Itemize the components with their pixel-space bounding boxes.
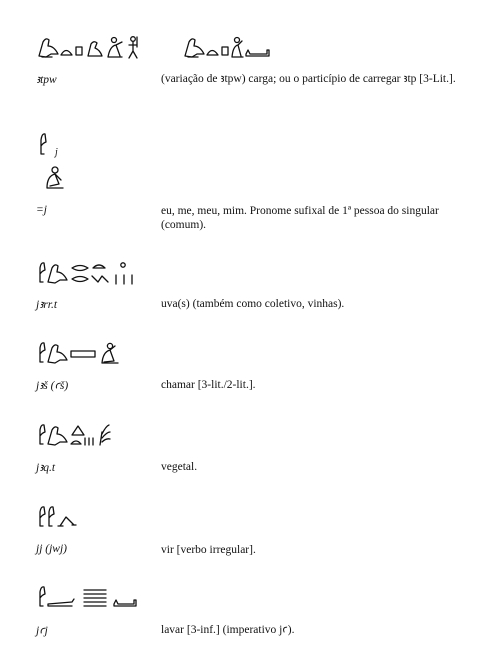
mouth-icon-2: [72, 277, 88, 282]
reed-icon: [41, 134, 46, 154]
hieroglyphs-icon: [36, 130, 96, 192]
walking-legs-icon: [58, 517, 76, 526]
hieroglyph-group-jaqt: [36, 422, 126, 448]
vulture-icon: [48, 427, 67, 445]
hieroglyph-group-jaj: [36, 584, 146, 610]
reed-icon-2: [49, 507, 54, 526]
hieroglyphs-icon: [36, 260, 156, 286]
pot-icon: [114, 600, 136, 606]
hill-icon: [72, 426, 84, 435]
bread-icon: [93, 265, 105, 268]
hieroglyphs-icon: [36, 422, 126, 448]
plural-strokes-icon: [116, 275, 132, 284]
translit-7: jꜥj: [36, 625, 48, 637]
reed-icon: [40, 425, 45, 444]
hieroglyphs-icon: [36, 340, 136, 366]
circle-icon: [121, 263, 125, 267]
vulture-icon: [48, 265, 67, 283]
plant-icon: [100, 425, 110, 445]
definition-1: (variação de ꜣtpw) carga; ou o particípio de carregar ꜣtp [3-Lit.].: [161, 73, 456, 85]
bread-icon: [71, 441, 81, 444]
water-icon: [84, 590, 106, 606]
hieroglyphs-icon: [36, 34, 286, 60]
mouth-icon: [72, 266, 88, 271]
plural-strokes-icon: [85, 438, 93, 445]
definition-7: lavar [3-inf.] (imperativo jꜥ).: [161, 624, 295, 636]
translit-1: ꜣtpw: [36, 74, 57, 86]
translit-5: jꜣq.t: [36, 462, 56, 474]
translit-4: jꜣš (ꜥš): [36, 380, 69, 392]
definition-3: uva(s) (também como coletivo, vinhas).: [161, 298, 345, 310]
definition-2: eu, me, meu, mim. Pronome sufixal de 1ª pessoa do singular (comum).: [161, 205, 439, 231]
translit-6: jj (jwj): [36, 543, 67, 555]
definition-4: chamar [3-lit./2-lit.].: [161, 379, 256, 391]
man-standing-icon: [129, 37, 137, 58]
mat-icon: [76, 47, 82, 55]
hieroglyphs-icon: [36, 584, 146, 610]
man-carrying-icon: [108, 38, 122, 58]
reed-icon: [40, 263, 45, 282]
hieroglyph-group-jj: [36, 504, 106, 530]
reed-icon: [40, 343, 45, 362]
pool-icon: [71, 351, 95, 357]
hieroglyph-group-jarrt: [36, 260, 156, 286]
reed-icon: [40, 507, 45, 526]
hieroglyph-group-jas: [36, 340, 136, 366]
hieroglyphs-icon: [36, 504, 106, 530]
vulture-icon: [48, 345, 67, 363]
translit-2: =j: [36, 204, 47, 216]
reed-icon: [40, 587, 45, 606]
hieroglyph-group-atpw: [36, 34, 286, 60]
vulture-icon: [39, 39, 58, 57]
seated-man-icon: [47, 167, 63, 188]
hieroglyph-group-j: [36, 130, 96, 192]
grapes-icon: [92, 276, 108, 282]
definition-5: vegetal.: [161, 461, 198, 473]
arm-icon: [48, 599, 74, 606]
bread-icon: [61, 51, 72, 56]
man-calling-icon: [102, 343, 118, 363]
quail-icon: [88, 42, 102, 56]
definition-6: vir [verbo irregular].: [161, 544, 256, 556]
glyph-label-text: j: [55, 147, 58, 158]
glyph-label-j: [55, 146, 58, 158]
translit-3: jꜣrr.t: [36, 299, 58, 311]
